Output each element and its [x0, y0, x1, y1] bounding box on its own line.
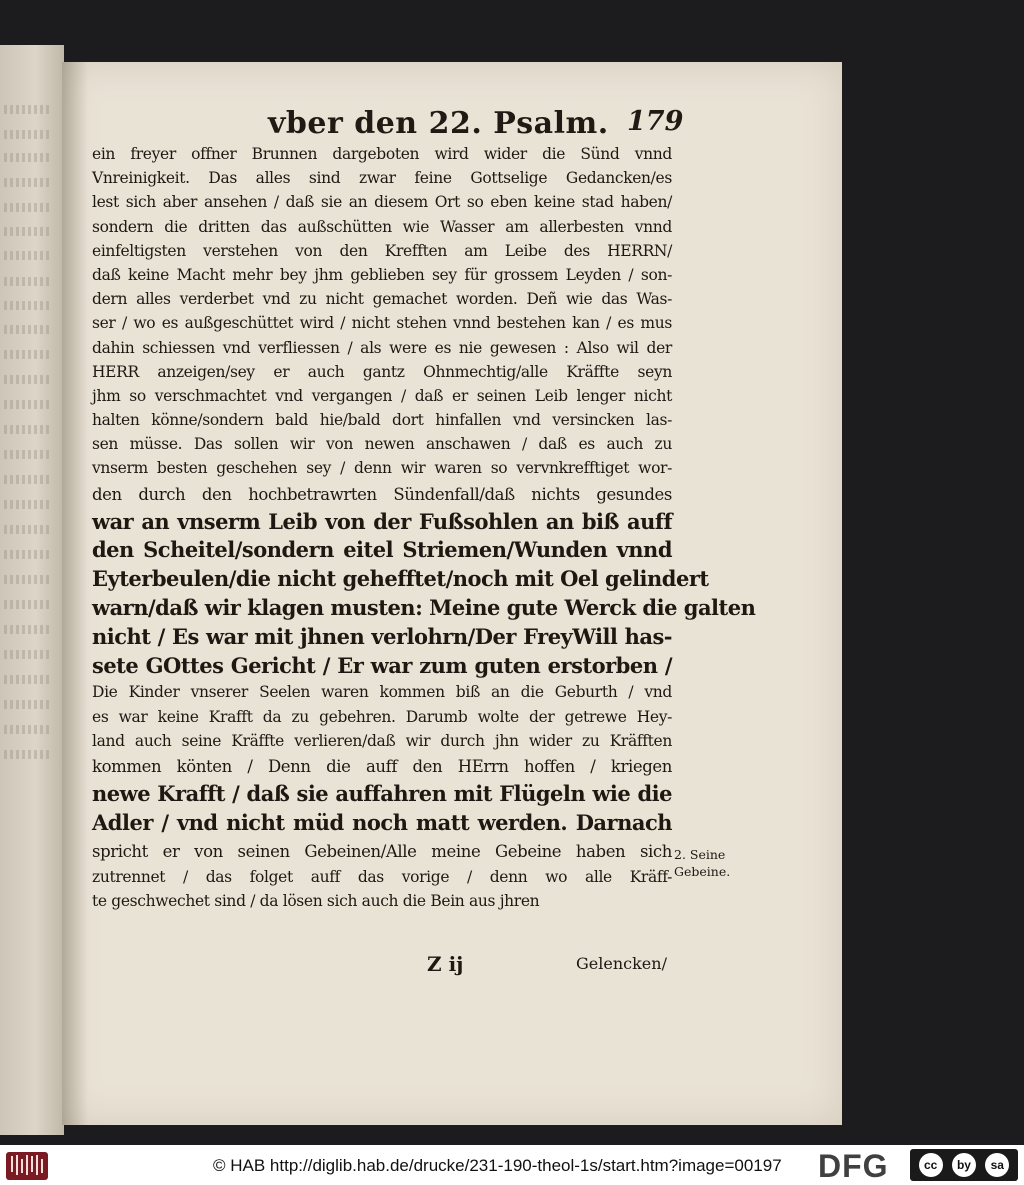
adjacent-page-edge	[0, 45, 64, 1135]
text-line: te geschwechet sind / da lösen sich auch die Bein aus jhren	[92, 891, 540, 910]
text-line: kommen könten / Denn die auff den HErrn hoffen / kriegen	[92, 756, 672, 776]
text-line: vnserm besten geschehen sey / denn wir waren so vervnkrefftiget wor-	[92, 459, 672, 478]
attribution-link[interactable]: © HAB http://diglib.hab.de/drucke/231-190-theol-1s/start.htm?image=00197	[213, 1156, 782, 1175]
text-line: zutrennet / das folget auff das vorige / denn wo alle Kräff-	[92, 867, 672, 886]
text-line: dahin schiessen vnd verfliessen / als were es nie gewesen : Also wil der	[92, 338, 672, 357]
cc-icon: cc	[919, 1153, 943, 1177]
text-line: ein freyer offner Brunnen dargeboten wird wider die Sünd vnnd	[92, 145, 672, 163]
text-line: nicht / Es war mit jhnen verlohrn/Der FreyWill has-	[92, 623, 672, 649]
text-line: warn/daß wir klagen musten: Meine gute Werck die galten	[92, 595, 756, 621]
sa-icon: sa	[985, 1153, 1009, 1177]
text-line: es war keine Krafft da zu gebehren. Darumb wolte der getrewe Hey-	[92, 707, 672, 726]
page-number: 179	[627, 106, 684, 137]
running-head: vber den 22. Psalm.	[268, 106, 609, 141]
text-line: land auch seine Kräffte verlieren/daß wir durch jhn wider zu Kräfften	[92, 731, 672, 750]
book-page	[62, 62, 842, 1125]
by-icon: by	[952, 1153, 976, 1177]
text-line: sete GOttes Gericht / Er war zum guten erstorben /	[92, 652, 672, 678]
text-line: sondern die dritten das außschütten wie Wasser am allerbesten vnnd	[92, 217, 672, 236]
cc-license-badge[interactable]	[910, 1149, 1018, 1181]
text-line: Eyterbeulen/die nicht gehefftet/noch mit Oel gelindert	[92, 566, 709, 592]
text-line: war an vnserm Leib von der Fußsohlen an biß auff	[92, 508, 672, 534]
viewer-footer	[0, 1145, 1024, 1185]
text-line: dern alles verderbet vnd zu nicht gemachet worden. Deñ wie das Was-	[92, 290, 672, 309]
signature-mark: Z ij	[427, 952, 464, 976]
text-line: daß keine Macht mehr bey jhm geblieben sey für grossem Leyden / son-	[92, 265, 672, 284]
text-line: ser / wo es außgeschüttet wird / nicht stehen vnnd bestehen kan / es mus	[92, 314, 672, 333]
text-line: den durch den hochbetrawrten Sündenfall/daß nichts gesundes	[92, 484, 672, 504]
hab-logo-icon	[6, 1152, 48, 1180]
text-line: spricht er von seinen Gebeinen/Alle meine Gebeine haben sich	[92, 841, 672, 861]
text-line: halten könne/sondern bald hie/bald dort hinfallen vnd versincken las-	[92, 411, 672, 430]
text-line: newe Krafft / daß sie auffahren mit Flügeln wie die	[92, 780, 672, 806]
text-line: lest sich aber ansehen / daß sie an diesem Ort so eben keine stad haben/	[92, 193, 672, 212]
text-line: Die Kinder vnserer Seelen waren kommen biß an die Geburth / vnd	[92, 683, 672, 702]
text-line: HERR anzeigen/sey er auch gantz Ohnmechtig/alle Kräffte seyn	[92, 362, 672, 381]
catchword: Gelencken/	[576, 954, 667, 973]
text-line: Vnreinigkeit. Das alles sind zwar feine Gottselige Gedancken/es	[92, 169, 672, 188]
text-line: einfeltigsten verstehen von den Krefften am Leibe des HERRN/	[92, 241, 672, 260]
text-line: Adler / vnd nicht müd noch matt werden. Darnach	[92, 809, 672, 835]
marginal-note: 2. Seine Gebeine.	[674, 847, 731, 879]
text-line: jhm so verschmachtet vnd vergangen / daß er seinen Leib lenger nicht	[92, 386, 672, 405]
text-line: den Scheitel/sondern eitel Striemen/Wunden vnnd	[92, 537, 672, 563]
dfg-logo: DFG	[818, 1148, 889, 1184]
text-line: sen müsse. Das sollen wir von newen anschawen / daß es auch zu	[92, 435, 672, 454]
